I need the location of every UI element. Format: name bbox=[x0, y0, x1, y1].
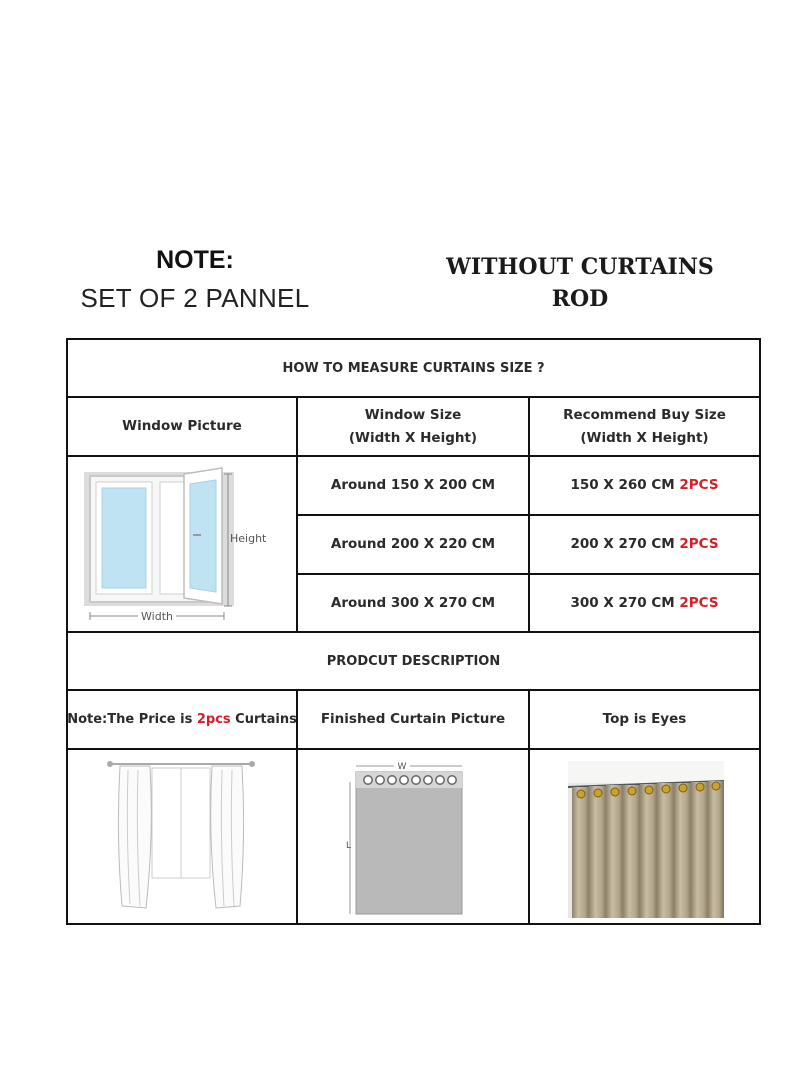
eyelet-curtain-photo bbox=[568, 761, 724, 918]
handle bbox=[193, 534, 201, 536]
right-panel bbox=[211, 766, 244, 908]
finished-picture-label: Finished Curtain Picture bbox=[320, 711, 506, 727]
description-title: PRODCUT DESCRIPTION bbox=[326, 653, 501, 669]
rod-notice-line1: WITHOUT CURTAINS bbox=[446, 254, 714, 280]
eyelet bbox=[611, 788, 619, 796]
grommet bbox=[364, 776, 372, 784]
curtain-panel bbox=[356, 772, 462, 914]
left-glass bbox=[102, 488, 146, 588]
note-heading: NOTE: bbox=[156, 246, 234, 274]
grommet bbox=[412, 776, 420, 784]
fold bbox=[640, 784, 658, 918]
row-1-window-size: Around 150 X 200 CM bbox=[330, 477, 496, 493]
row-3-window-size: Around 300 X 270 CM bbox=[330, 594, 496, 611]
fold bbox=[708, 781, 724, 918]
row-1-pcs: 2PCS bbox=[679, 477, 719, 493]
width-label: Width bbox=[141, 610, 173, 623]
window-diagram bbox=[80, 464, 290, 626]
w-label: W bbox=[397, 762, 407, 772]
fold bbox=[691, 782, 709, 918]
rod-notice-line2: ROD bbox=[551, 286, 609, 312]
table-border-right bbox=[759, 338, 761, 925]
finished-curtain-diagram bbox=[342, 756, 482, 918]
row-2-buy-size bbox=[530, 516, 759, 573]
table-line bbox=[66, 748, 761, 750]
curtain-folds bbox=[572, 781, 724, 918]
grommet bbox=[388, 776, 396, 784]
eyelet bbox=[645, 786, 653, 794]
price-note-highlight: 2pcs bbox=[196, 712, 231, 727]
grommet bbox=[448, 776, 456, 784]
eyelet bbox=[628, 787, 636, 795]
header-window-size-line2: (Width X Height) bbox=[348, 429, 478, 446]
fold bbox=[572, 787, 590, 918]
header-window-size bbox=[298, 398, 528, 455]
row-1-buy-size bbox=[530, 457, 759, 514]
middle-sash bbox=[160, 482, 184, 594]
row-3-buy-size-value: 300 X 270 CM bbox=[570, 594, 675, 611]
curtain-sketch bbox=[106, 756, 256, 916]
row-2-window-size: Around 200 X 220 CM bbox=[330, 536, 496, 552]
header-recommend-line2: (Width X Height) bbox=[580, 429, 709, 446]
eyelet bbox=[594, 789, 602, 797]
header-recommend-line1: Recommend Buy Size bbox=[563, 406, 726, 423]
eyelet bbox=[679, 784, 687, 792]
table-border-bottom bbox=[66, 923, 761, 925]
grommet bbox=[400, 776, 408, 784]
note-text: SET OF 2 PANNEL bbox=[80, 283, 310, 313]
price-note bbox=[68, 691, 296, 748]
l-label: L bbox=[346, 841, 352, 851]
ceiling bbox=[568, 761, 724, 783]
row-1-buy-size-value: 150 X 260 CM bbox=[570, 477, 675, 493]
header-window-picture: Window Picture bbox=[122, 418, 242, 434]
eyelet bbox=[577, 790, 585, 798]
fold bbox=[589, 786, 607, 918]
row-2-pcs: 2PCS bbox=[679, 536, 719, 552]
row-2-buy-size-value: 200 X 270 CM bbox=[570, 536, 675, 552]
eyelet bbox=[696, 783, 704, 791]
header-recommend-size bbox=[530, 398, 759, 455]
eyelet bbox=[662, 785, 670, 793]
eyelet bbox=[712, 782, 720, 790]
table-title: HOW TO MEASURE CURTAINS SIZE ? bbox=[282, 360, 545, 376]
fold bbox=[674, 783, 692, 918]
grommet bbox=[376, 776, 384, 784]
grommet bbox=[424, 776, 432, 784]
fold bbox=[623, 785, 641, 918]
rod-end bbox=[249, 761, 255, 767]
left-panel bbox=[118, 766, 151, 908]
fold bbox=[657, 783, 675, 918]
rod-end bbox=[107, 761, 113, 767]
header-window-size-line1: Window Size bbox=[364, 406, 462, 423]
grommet bbox=[436, 776, 444, 784]
fold bbox=[606, 785, 624, 918]
measure-table bbox=[66, 338, 761, 925]
price-note-suffix: Curtains bbox=[230, 712, 297, 727]
row-3-buy-size bbox=[530, 575, 759, 631]
height-label: Height bbox=[230, 532, 267, 545]
row-3-pcs: 2PCS bbox=[679, 594, 719, 611]
top-is-eyes-label: Top is Eyes bbox=[602, 711, 687, 727]
price-note-prefix: Note:The Price is bbox=[67, 712, 197, 727]
